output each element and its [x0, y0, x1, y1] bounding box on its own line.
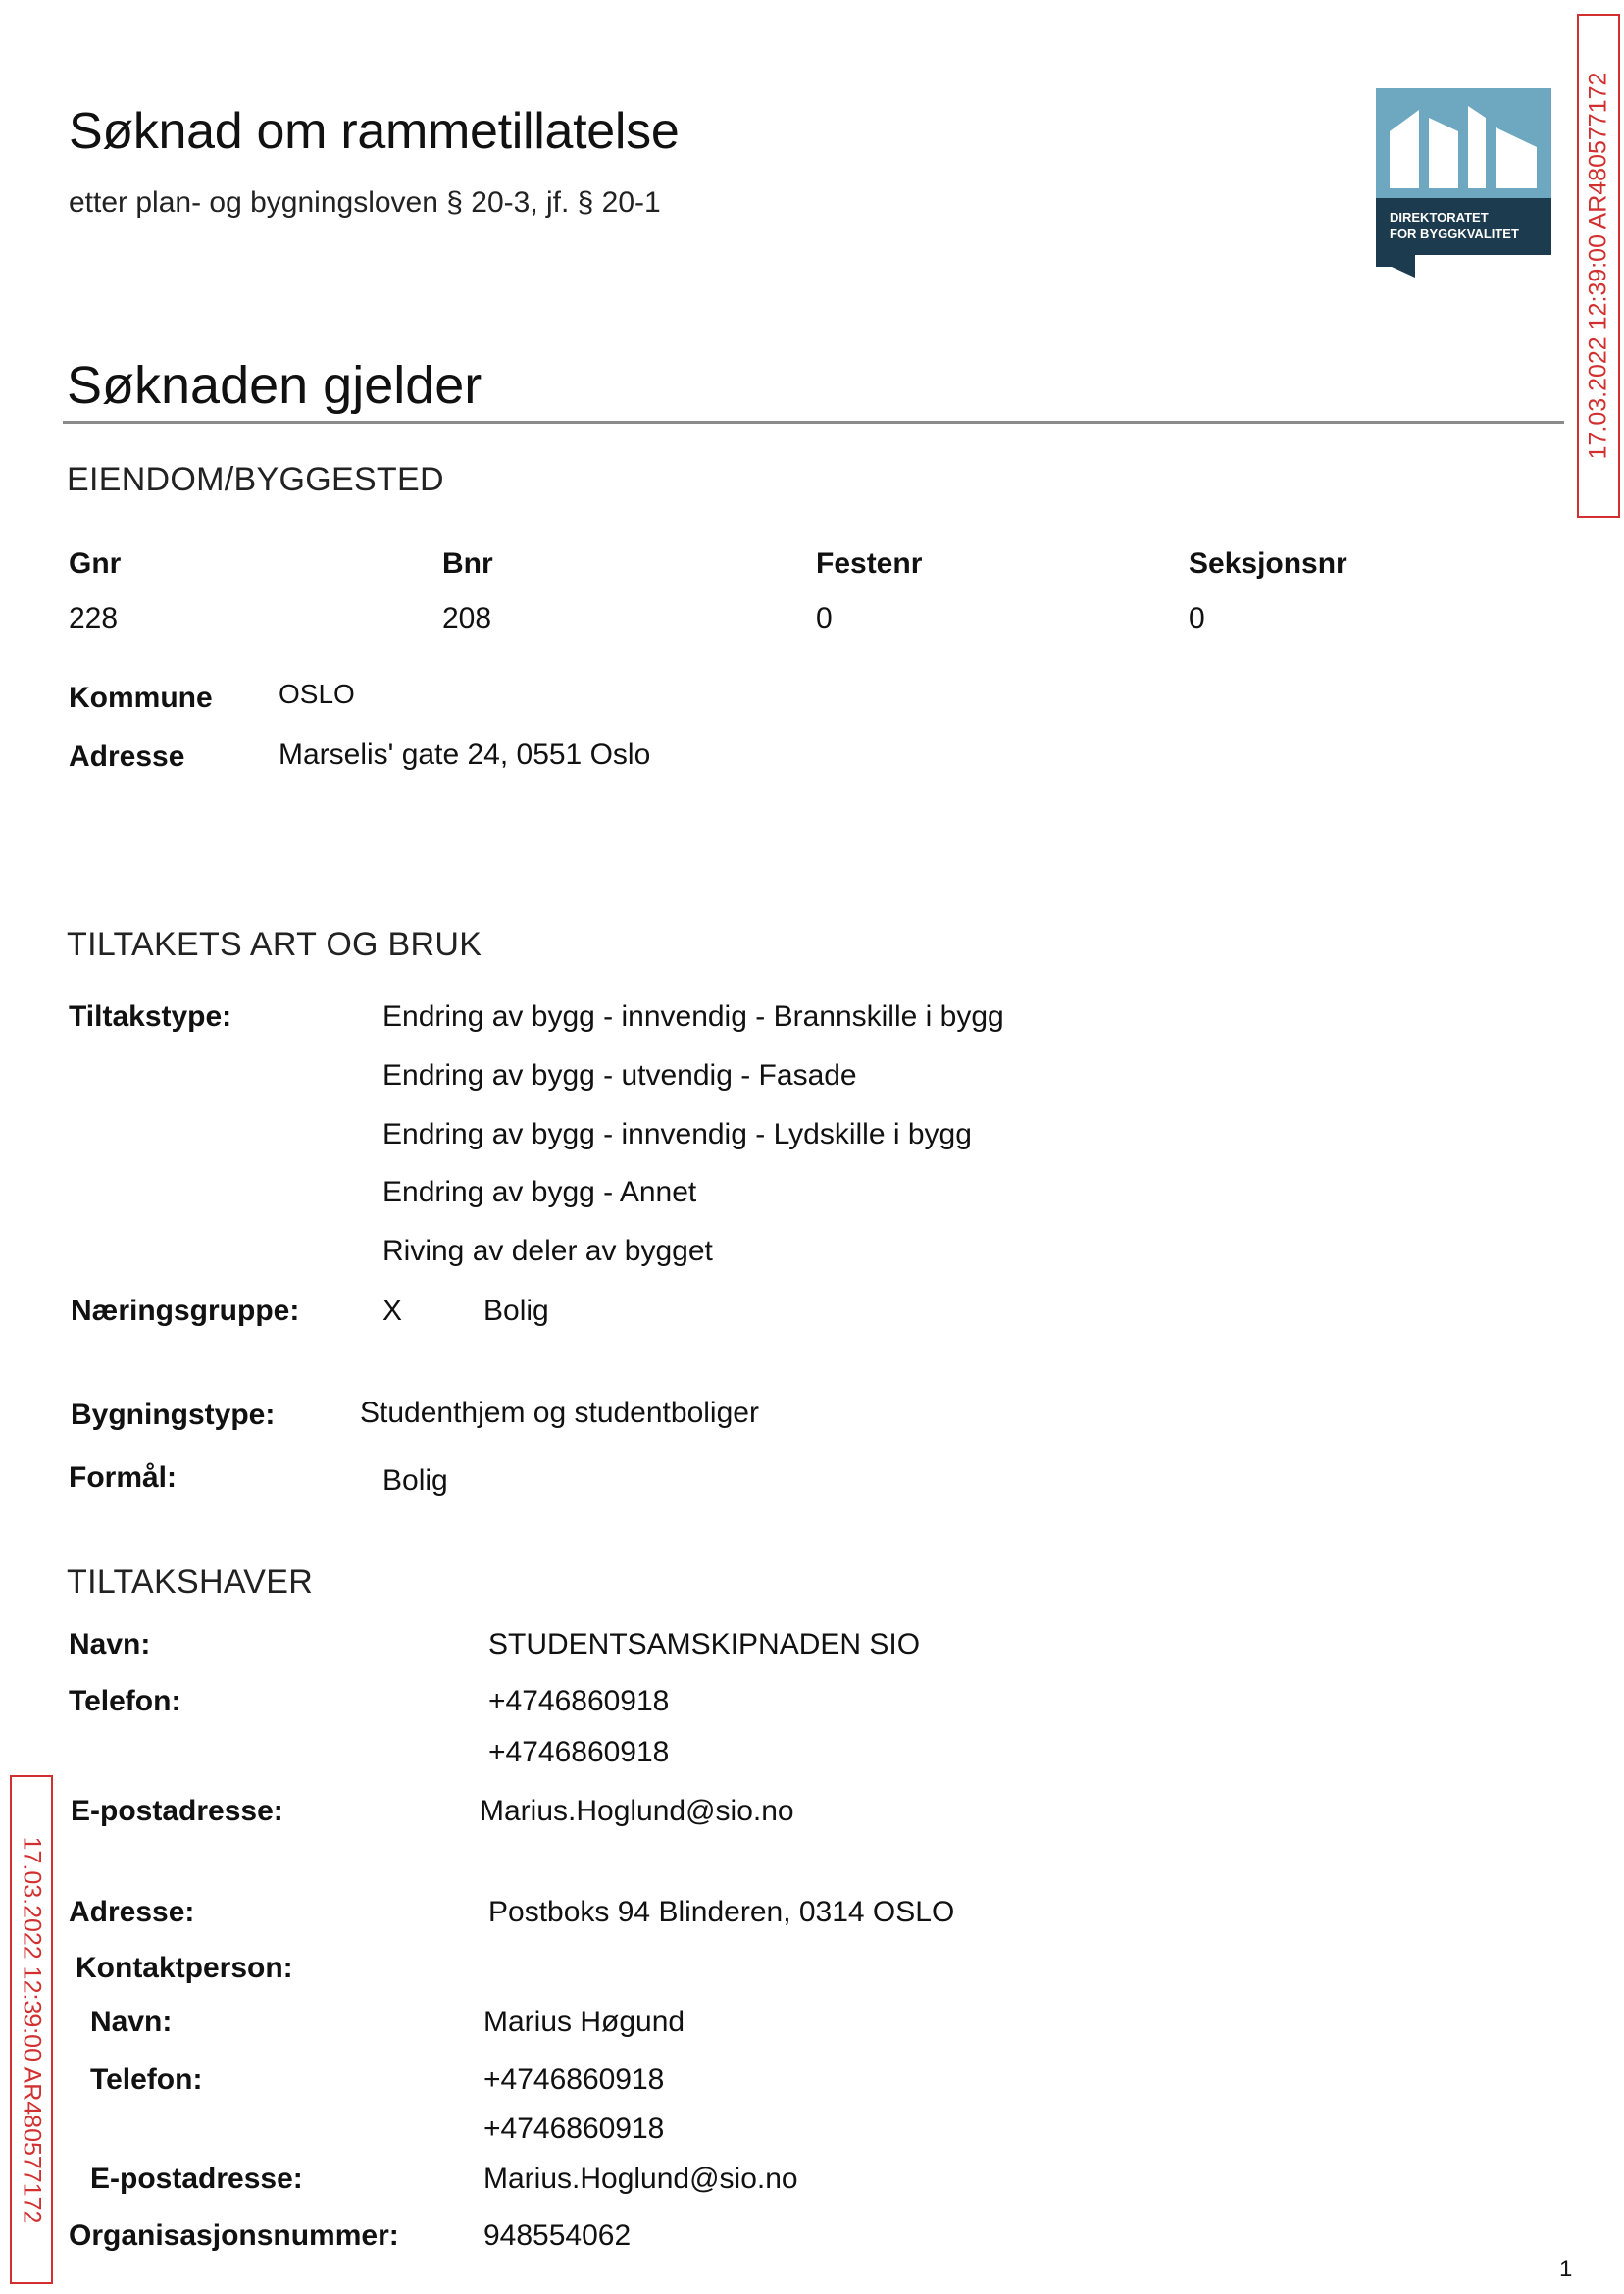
document-title: Søknad om rammetillatelse — [69, 103, 680, 160]
naeringsgruppe-value: Bolig — [483, 1295, 549, 1327]
tiltakstype-item: Endring av bygg - innvendig - Lydskille i bygg — [382, 1118, 972, 1150]
festenr-value: 0 — [816, 602, 833, 635]
eiendom-heading: EIENDOM/BYGGESTED — [67, 461, 444, 498]
tiltakshaver-heading: TILTAKSHAVER — [67, 1563, 314, 1601]
stamp-text-top: 17.03.2022 12:39:00 AR480577172 — [1584, 72, 1612, 460]
kontakt-navn-label: Navn: — [90, 2006, 173, 2038]
tiltak-heading: TILTAKETS ART OG BRUK — [67, 926, 482, 963]
gnr-value: 228 — [69, 602, 119, 635]
tiltakstype-item: Endring av bygg - utvendig - Fasade — [382, 1059, 857, 1092]
logo-line2: FOR BYGGKVALITET — [1390, 227, 1519, 241]
kontakt-telefon-value-2: +4746860918 — [483, 2113, 665, 2145]
orgnr-value: 948554062 — [483, 2219, 632, 2252]
gnr-label: Gnr — [69, 547, 122, 580]
bnr-value: 208 — [442, 602, 492, 635]
formaal-label: Formål: — [69, 1461, 178, 1494]
kontakt-telefon-value-1: +4746860918 — [483, 2064, 665, 2096]
tiltakstype-label: Tiltakstype: — [69, 1000, 232, 1033]
timestamp-stamp-top — [1577, 14, 1620, 518]
section-title: Søknaden gjelder — [67, 356, 482, 415]
epost-value: Marius.Hoglund@sio.no — [480, 1795, 794, 1827]
page-number: 1 — [1559, 2256, 1573, 2282]
bygningstype-value: Studenthjem og studentboliger — [360, 1397, 759, 1429]
tiltakshaver-adresse-value: Postboks 94 Blinderen, 0314 OSLO — [488, 1896, 955, 1928]
telefon-value-2: +4746860918 — [488, 1736, 670, 1768]
adresse-value: Marselis' gate 24, 0551 Oslo — [279, 739, 651, 771]
telefon-value-1: +4746860918 — [488, 1685, 670, 1717]
stamp-text-bottom: 17.03.2022 12:39:00 AR480577172 — [18, 1836, 46, 2223]
kontaktperson-label: Kontaktperson: — [76, 1952, 293, 1984]
seksjonsnr-value: 0 — [1189, 602, 1205, 635]
epost-label: E-postadresse: — [71, 1795, 283, 1827]
bygningstype-label: Bygningstype: — [71, 1399, 276, 1431]
kontakt-navn-value: Marius Høgund — [483, 2006, 685, 2038]
tiltakstype-item: Riving av deler av bygget — [382, 1235, 713, 1267]
timestamp-stamp-bottom — [10, 1775, 53, 2284]
kontakt-telefon-label: Telefon: — [90, 2064, 203, 2096]
dibk-logo — [1376, 88, 1551, 278]
tiltakshaver-adresse-label: Adresse: — [69, 1896, 195, 1928]
dibk-logo-icon — [1376, 88, 1551, 278]
naeringsgruppe-code: X — [382, 1295, 403, 1327]
telefon-label: Telefon: — [69, 1685, 181, 1717]
navn-label: Navn: — [69, 1628, 151, 1660]
festenr-label: Festenr — [816, 547, 923, 580]
navn-value: STUDENTSAMSKIPNADEN SIO — [488, 1628, 921, 1660]
document-subtitle: etter plan- og bygningsloven § 20-3, jf. § 20-1 — [69, 186, 661, 219]
kommune-value: OSLO — [279, 679, 355, 709]
kontakt-epost-label: E-postadresse: — [90, 2163, 303, 2195]
tiltakstype-item: Endring av bygg - Annet — [382, 1176, 697, 1208]
tiltakstype-item: Endring av bygg - innvendig - Brannskille i bygg — [382, 1000, 1004, 1033]
kommune-label: Kommune — [69, 682, 213, 714]
orgnr-label: Organisasjonsnummer: — [69, 2219, 399, 2252]
bnr-label: Bnr — [442, 547, 493, 580]
formaal-value: Bolig — [382, 1464, 448, 1497]
kontakt-epost-value: Marius.Hoglund@sio.no — [483, 2163, 798, 2195]
naeringsgruppe-label: Næringsgruppe: — [71, 1295, 300, 1327]
logo-line1: DIREKTORATET — [1390, 210, 1489, 225]
seksjonsnr-label: Seksjonsnr — [1189, 547, 1347, 580]
section-divider — [63, 421, 1564, 424]
adresse-label: Adresse — [69, 740, 185, 773]
